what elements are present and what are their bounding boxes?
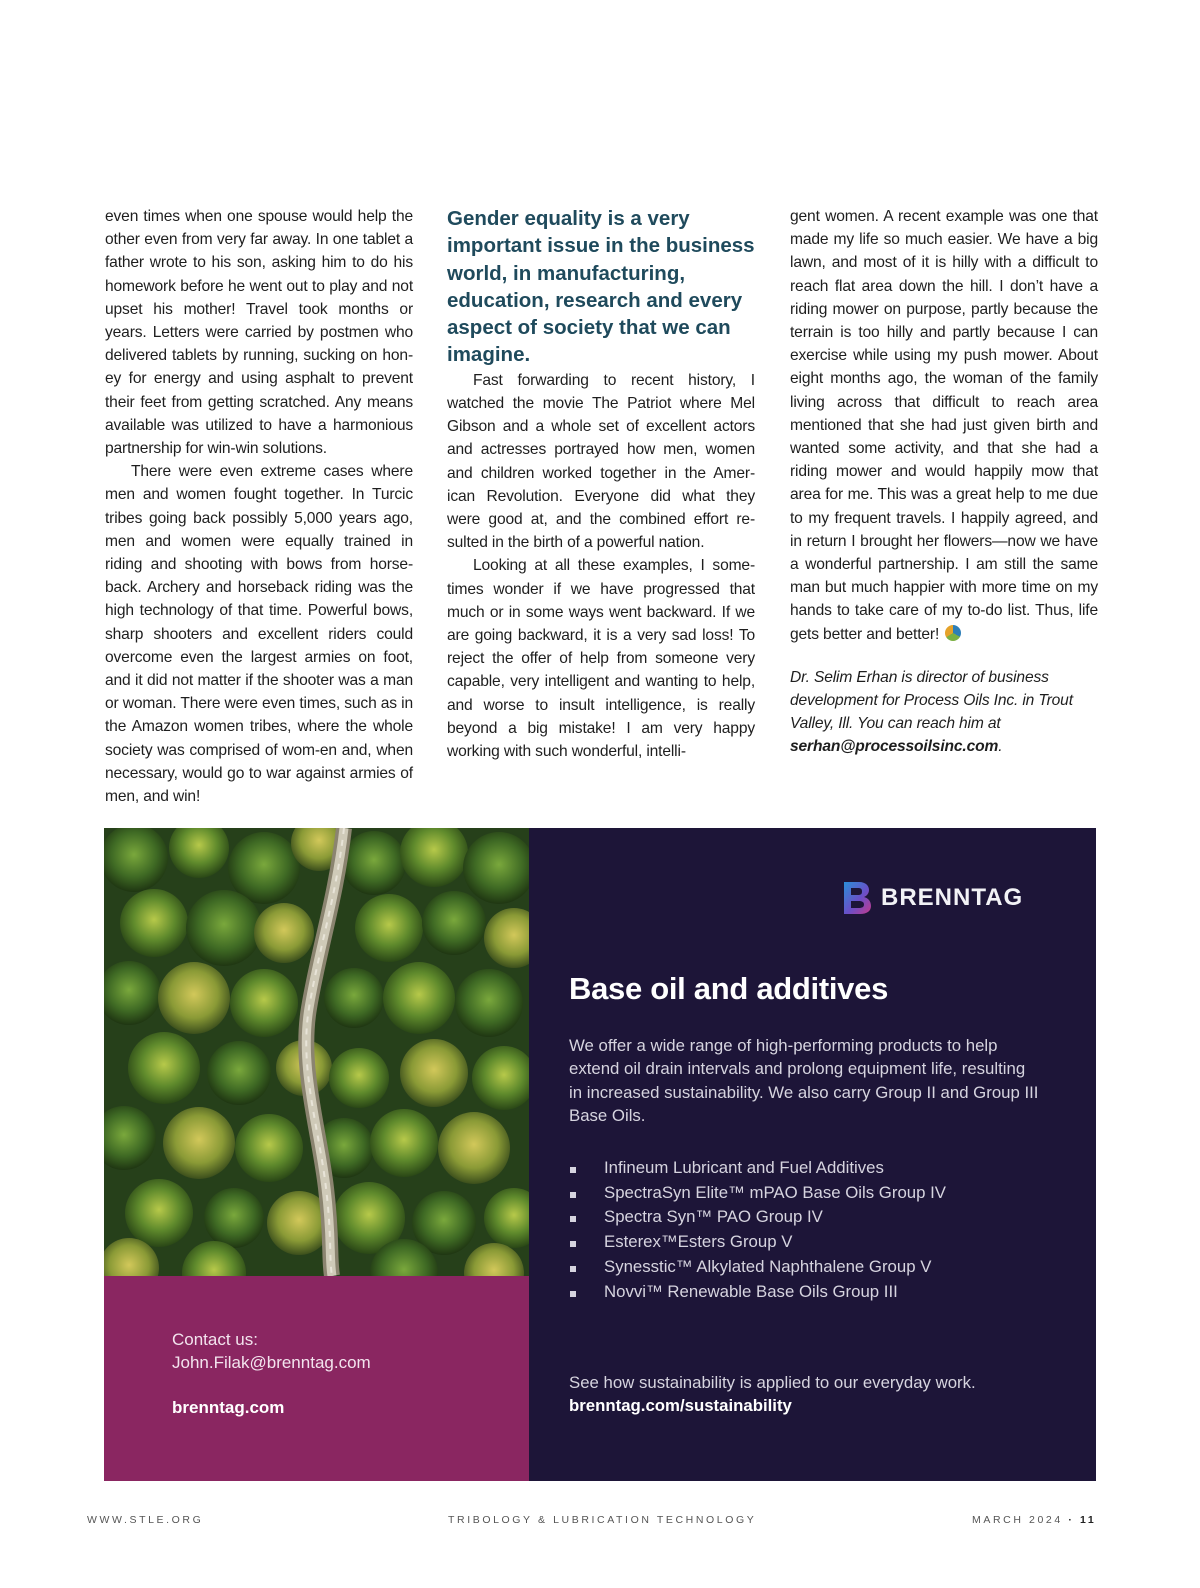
footer-issue-page: [972, 1514, 1096, 1526]
paragraph: even times when one spouse would help the other even from very far away. In one tablet a father wrote to his son, asking him to do his homework before he went out to play and not upset his mother! Travel took months or years. Letters were carried by postmen who delivered tablets by running, sucking on hon-ey for energy and using asphalt to prevent their feet from getting scratched. Any means available was utilized to have a harmonious partnership for win-win solutions.: [105, 208, 413, 458]
contact-email-link[interactable]: John.Filak@brenntag.com: [172, 1353, 371, 1372]
contact-panel: [104, 1276, 529, 1481]
list-item: Infineum Lubricant and Fuel Additives: [569, 1156, 946, 1181]
paragraph: Fast forwarding to recent history, I watched the movie The Patriot where Mel Gibson and a whole set of excellent actors and actresses portrayed how men, women and children worked together in the Amer-ican Revolution. Everyone did what they were good at, and the combined effort re-sulted in the birth of a powerful nation.: [447, 371, 755, 552]
footer-issue-date: MARCH 2024: [972, 1514, 1063, 1526]
contact-website-link[interactable]: brenntag.com: [172, 1398, 285, 1417]
paragraph: There were even extreme cases where men and women fought together. In Turcic tribes going back possibly 5,000 years ago, men and women were equally trained in riding and shooting with bows from horse-back. Archery and horseback riding was the high technology of that time. Powerful bows, sharp shooters and excellent riders could overcome even the largest armies on foot, and it did not matter if the shooter was a man or woman. There were even times, such as in the Amazon women tribes, where the whole society was comprised of wom-en and, when necessary, would go to war against armies of men, and win!: [105, 463, 413, 806]
bio-end: .: [998, 738, 1003, 756]
forest-road-image: [104, 828, 529, 1276]
author-email-link[interactable]: serhan@processoilsinc.com: [790, 738, 999, 756]
article-column-3: [790, 205, 1098, 759]
ad-body-text: We offer a wide range of high-performing products to help extend oil drain intervals and prolong equipment life, resulting in increased sustainability. We also carry Group II and Group III Base Oils.: [569, 1036, 1039, 1125]
footer-website-link[interactable]: WWW.STLE.ORG: [87, 1514, 204, 1526]
end-of-article-icon: [945, 625, 961, 641]
bio-text: Dr. Selim Erhan is director of business development for Process Oils Inc. in Trout Valley, Ill. You can reach him at: [790, 668, 1073, 733]
ad-main-panel: [529, 828, 1096, 1481]
paragraph-text: gent women. A recent example was one that made my life so much easier. We have a big lawn, and most of it is hilly with a difficult to reach flat area down the hill. I don’t have a riding mower on purpose, partly because the terrain is too hilly and partly because I can exercise while using my push mower. About eight months ago, the woman of the family living across that difficult to reach area mentioned that she had just given birth and wanted some activity, and that she had a riding mower and would happily mow that area for me. This was a great help to me due to my frequent travels. I happily agreed, and in return I brought her flowers—now we have a wonderful partnership. I am still the same man but much happier with more time on my hands to take care of my to-do list. Thus, life gets better and better!: [790, 208, 1098, 643]
author-bio: [790, 666, 1098, 759]
ad-headline: Base oil and additives: [569, 971, 889, 1006]
forest-road-photo: [104, 828, 529, 1276]
brenntag-logo-text: BRENNTAG: [881, 884, 1024, 911]
pull-quote: Gender equality is a very important issue in the business world, in manufacturing, education, research and every aspect of society that we can imagine.: [447, 207, 755, 367]
sustainability-link[interactable]: brenntag.com/sustainability: [569, 1396, 792, 1415]
article-column-2: [447, 205, 755, 763]
list-item: Esterex™Esters Group V: [569, 1230, 946, 1255]
footer-publication-title: TRIBOLOGY & LUBRICATION TECHNOLOGY: [448, 1514, 757, 1526]
list-item: Spectra Syn™ PAO Group IV: [569, 1205, 946, 1230]
brenntag-b-icon: [841, 880, 873, 916]
list-item: SpectraSyn Elite™ mPAO Base Oils Group IV: [569, 1181, 946, 1206]
page-number: 11: [1079, 1514, 1097, 1526]
contact-label: Contact us:: [172, 1330, 258, 1349]
list-item: Novvi™ Renewable Base Oils Group III: [569, 1280, 946, 1305]
paragraph: Looking at all these examples, I some-times wonder if we have progressed that much or in some ways went backward. If we are going backward, it is a very sad loss! To reject the offer of help from someone very capable, very intelligent and wanting to help, and worse to insult intelligence, is really beyond a big mistake! I am very happy working with such wonderful, intelli-: [447, 557, 755, 761]
list-item: Synesstic™ Alkylated Naphthalene Group V: [569, 1255, 946, 1280]
paragraph: [790, 205, 1098, 646]
article-column-1: [105, 205, 413, 808]
sustainability-text: See how sustainability is applied to our everyday work.: [569, 1373, 976, 1392]
brenntag-advertisement: [104, 828, 1096, 1481]
product-list: [569, 1156, 946, 1304]
brenntag-logo: [841, 880, 1023, 916]
footer-separator: ·: [1068, 1514, 1075, 1526]
